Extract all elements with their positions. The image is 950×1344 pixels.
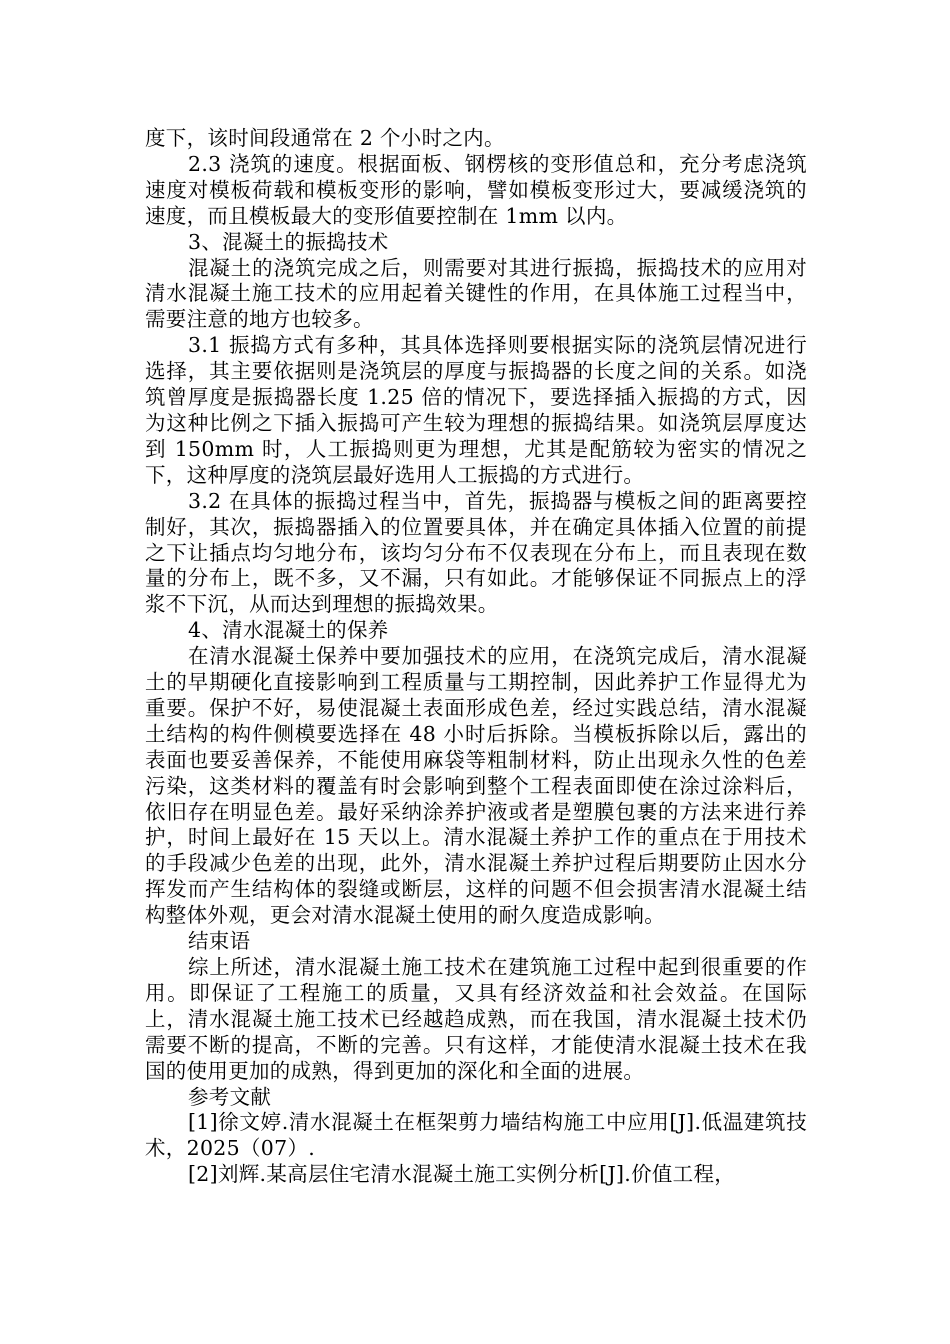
reference-item-1: [1]徐文婷.清水混凝土在框架剪力墙结构施工中应用[J].低温建筑技术，2025（07）. — [145, 1110, 807, 1161]
paragraph-vibration-process: 3.2 在具体的振捣过程当中，首先，振捣器与模板之间的距离要控制好，其次，振捣器插入的位置要具体，并在确定具体插入位置的前提之下让插点均匀地分布，该均匀分布不仅表现在分布上，而且表现在数量的分布上，既不多，又不漏，只有如此。才能够保证不同振点上的浮浆不下沉，从而达到理想的振捣效果。 — [145, 488, 807, 617]
paragraph-vibration-intro: 混凝土的浇筑完成之后，则需要对其进行振捣，振捣技术的应用对清水混凝土施工技术的应用起着关键性的作用，在具体施工过程当中，需要注意的地方也较多。 — [145, 255, 807, 332]
section-heading-vibration: 3、混凝土的振捣技术 — [188, 229, 389, 254]
paragraph-pouring-speed: 2.3 浇筑的速度。根据面板、钢楞核的变形值总和，充分考虑浇筑速度对模板荷载和模板变形的影响，譬如模板变形过大，要减缓浇筑的速度，而且模板最大的变形值要控制在 1mm 以内。 — [145, 151, 807, 228]
section-heading-curing: 4、清水混凝土的保养 — [188, 618, 389, 643]
paragraph-continuation: 度下，该时间段通常在 2 个小时之内。 — [145, 126, 505, 150]
paragraph-curing: 在清水混凝土保养中要加强技术的应用，在浇筑完成后，清水混凝土的早期硬化直接影响到工程质量与工期控制，因此养护工作显得尤为重要。保护不好，易使混凝土表面形成色差，经过实践总结，清水混凝土结构的构件侧模要选择在 48 小时后拆除。当模板拆除以后，露出的表面也要妥善保养，不能使用麻袋等粗制材料，防止出现永久性的色差污染，这类材料的覆盖有时会影响到整个工程表面即使在涂过涂料后，依旧存在明显色差。最好采纳涂养护液或者是塑膜包裹的方法来进行养护，时间上最好在 15 天以上。清水混凝土养护工作的重点在于用技术的手段减少色差的出现，此外，清水混凝土养护过程后期要防止因水分挥发而产生结构体的裂缝或断层，这样的问题不但会损害清水混凝土结构整体外观，更会对清水混凝土使用的耐久度造成影响。 — [145, 644, 807, 928]
document-body — [145, 126, 807, 1188]
section-heading-references: 参考文献 — [188, 1084, 272, 1109]
paragraph-conclusion: 综上所述，清水混凝土施工技术在建筑施工过程中起到很重要的作用。即保证了工程施工的质量，又具有经济效益和社会效益。在国际上，清水混凝土施工技术已经越趋成熟，而在我国，清水混凝土技术仍需要不断的提高，不断的完善。只有这样，才能使清水混凝土技术在我国的使用更加的成熟，得到更加的深化和全面的进展。 — [145, 955, 807, 1083]
reference-item-2: [2]刘辉.某高层住宅清水混凝土施工实例分析[J].价值工程， — [188, 1162, 736, 1187]
section-heading-conclusion: 结束语 — [188, 929, 251, 954]
paragraph-vibration-methods: 3.1 振捣方式有多种，其具体选择则要根据实际的浇筑层情况进行选择，其主要依据则是浇筑层的厚度与振捣器的长度之间的关系。如浇筑曾厚度是振捣器长度 1.25 倍的情况下，要选择插入振捣的方式，因为这种比例之下插入振捣可产生较为理想的振捣结果。如浇筑层厚度达到 150mm 时，人工振捣则更为理想，尤其是配筋较为密实的情况之下，这种厚度的浇筑层最好选用人工振捣的方式进行。 — [145, 333, 807, 487]
